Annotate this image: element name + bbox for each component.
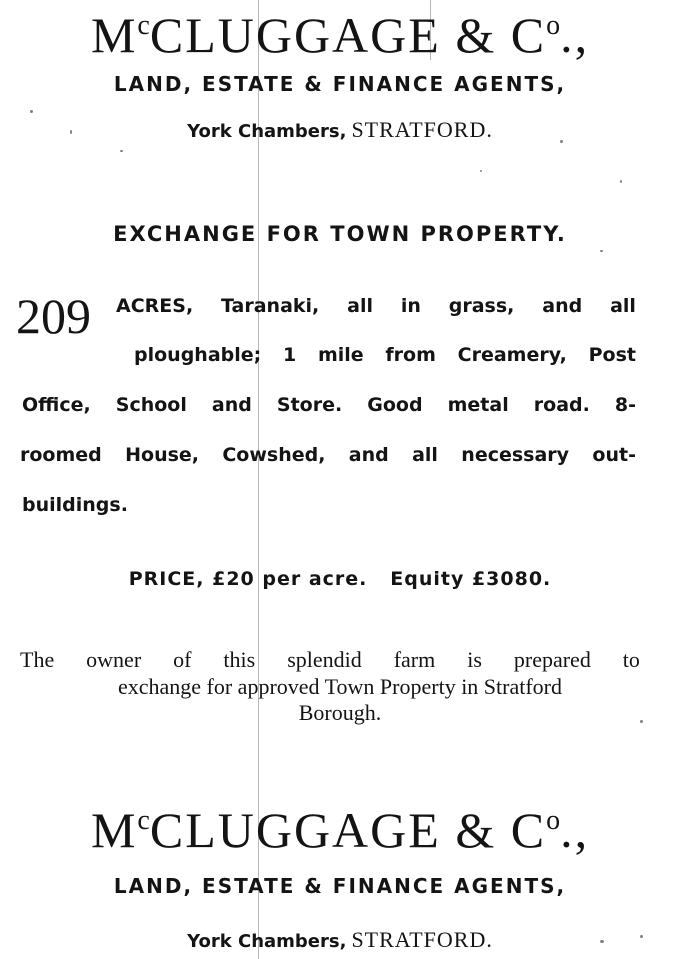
listing-word: 8-: [614, 394, 636, 416]
note-word: owner: [86, 647, 142, 672]
listing-word: metal: [447, 394, 509, 416]
listing-word: Post: [588, 344, 636, 366]
note-word: of: [173, 647, 192, 672]
print-speckle: [480, 170, 482, 172]
print-speckle: [620, 180, 622, 183]
listing-line-3: [22, 394, 636, 416]
listing-word: ACRES,: [116, 295, 194, 317]
agents-tagline-bottom: LAND, ESTATE & FINANCE AGENTS,: [113, 874, 567, 898]
listing-word: Good: [367, 394, 423, 416]
note-word: The: [20, 647, 55, 672]
listing-word: Cowshed,: [222, 444, 326, 466]
listing-line-5: buildings.: [22, 494, 128, 516]
firm-name-bottom: $M^cCLUGGAGE$ & $C^o$.,: [90, 802, 590, 858]
listing-word: and: [542, 295, 583, 317]
listing-word: road.: [533, 394, 590, 416]
listing-word: necessary: [461, 444, 570, 466]
listing-line-1: [116, 295, 636, 317]
agents-tagline-top: LAND, ESTATE & FINANCE AGENTS,: [113, 72, 567, 96]
listing-word: from: [385, 344, 436, 366]
note-line-2: exchange for approved Town Property in Stratford: [117, 674, 563, 699]
note-word: is: [467, 647, 482, 672]
listing-word: Taranaki,: [221, 295, 320, 317]
print-speckle: [30, 110, 33, 113]
listing-word: Store.: [276, 394, 343, 416]
note-word: splendid: [287, 647, 362, 672]
firm-name-top: $M^cCLUGGAGE$ & $C^o$.,: [90, 7, 590, 63]
note-word: to: [622, 647, 640, 672]
listing-word: School: [115, 394, 187, 416]
listing-word: all: [412, 444, 438, 466]
headline: EXCHANGE FOR TOWN PROPERTY.: [113, 222, 567, 246]
listing-word: 1: [282, 344, 297, 366]
listing-word: in: [400, 295, 421, 317]
listing-word: ploughable;: [134, 344, 262, 366]
listing-word: House,: [125, 444, 200, 466]
note-word: this: [223, 647, 256, 672]
note-word: prepared: [513, 647, 591, 672]
listing-word: and: [348, 444, 389, 466]
print-speckle: [120, 150, 123, 152]
lot-number: 209: [16, 288, 91, 344]
listing-line-2: [134, 344, 636, 366]
listing-word: out-: [592, 444, 636, 466]
note-line-1: [20, 647, 640, 673]
listing-word: Office,: [22, 394, 91, 416]
listing-word: Creamery,: [457, 344, 567, 366]
price-line: PRICE, £20 per acre. Equity £3080.: [128, 568, 552, 590]
listing-word: all: [347, 295, 373, 317]
address-top: York Chambers, STRATFORD.: [187, 117, 493, 142]
listing-word: mile: [317, 344, 364, 366]
note-word: farm: [393, 647, 436, 672]
print-speckle: [600, 250, 603, 252]
listing-word: all: [610, 295, 636, 317]
listing-line-4: [20, 444, 636, 466]
listing-word: and: [211, 394, 252, 416]
listing-word: grass,: [448, 295, 515, 317]
address-bottom: York Chambers, STRATFORD.: [187, 927, 493, 952]
note-line-3: Borough.: [298, 700, 382, 725]
listing-word: roomed: [20, 444, 102, 466]
